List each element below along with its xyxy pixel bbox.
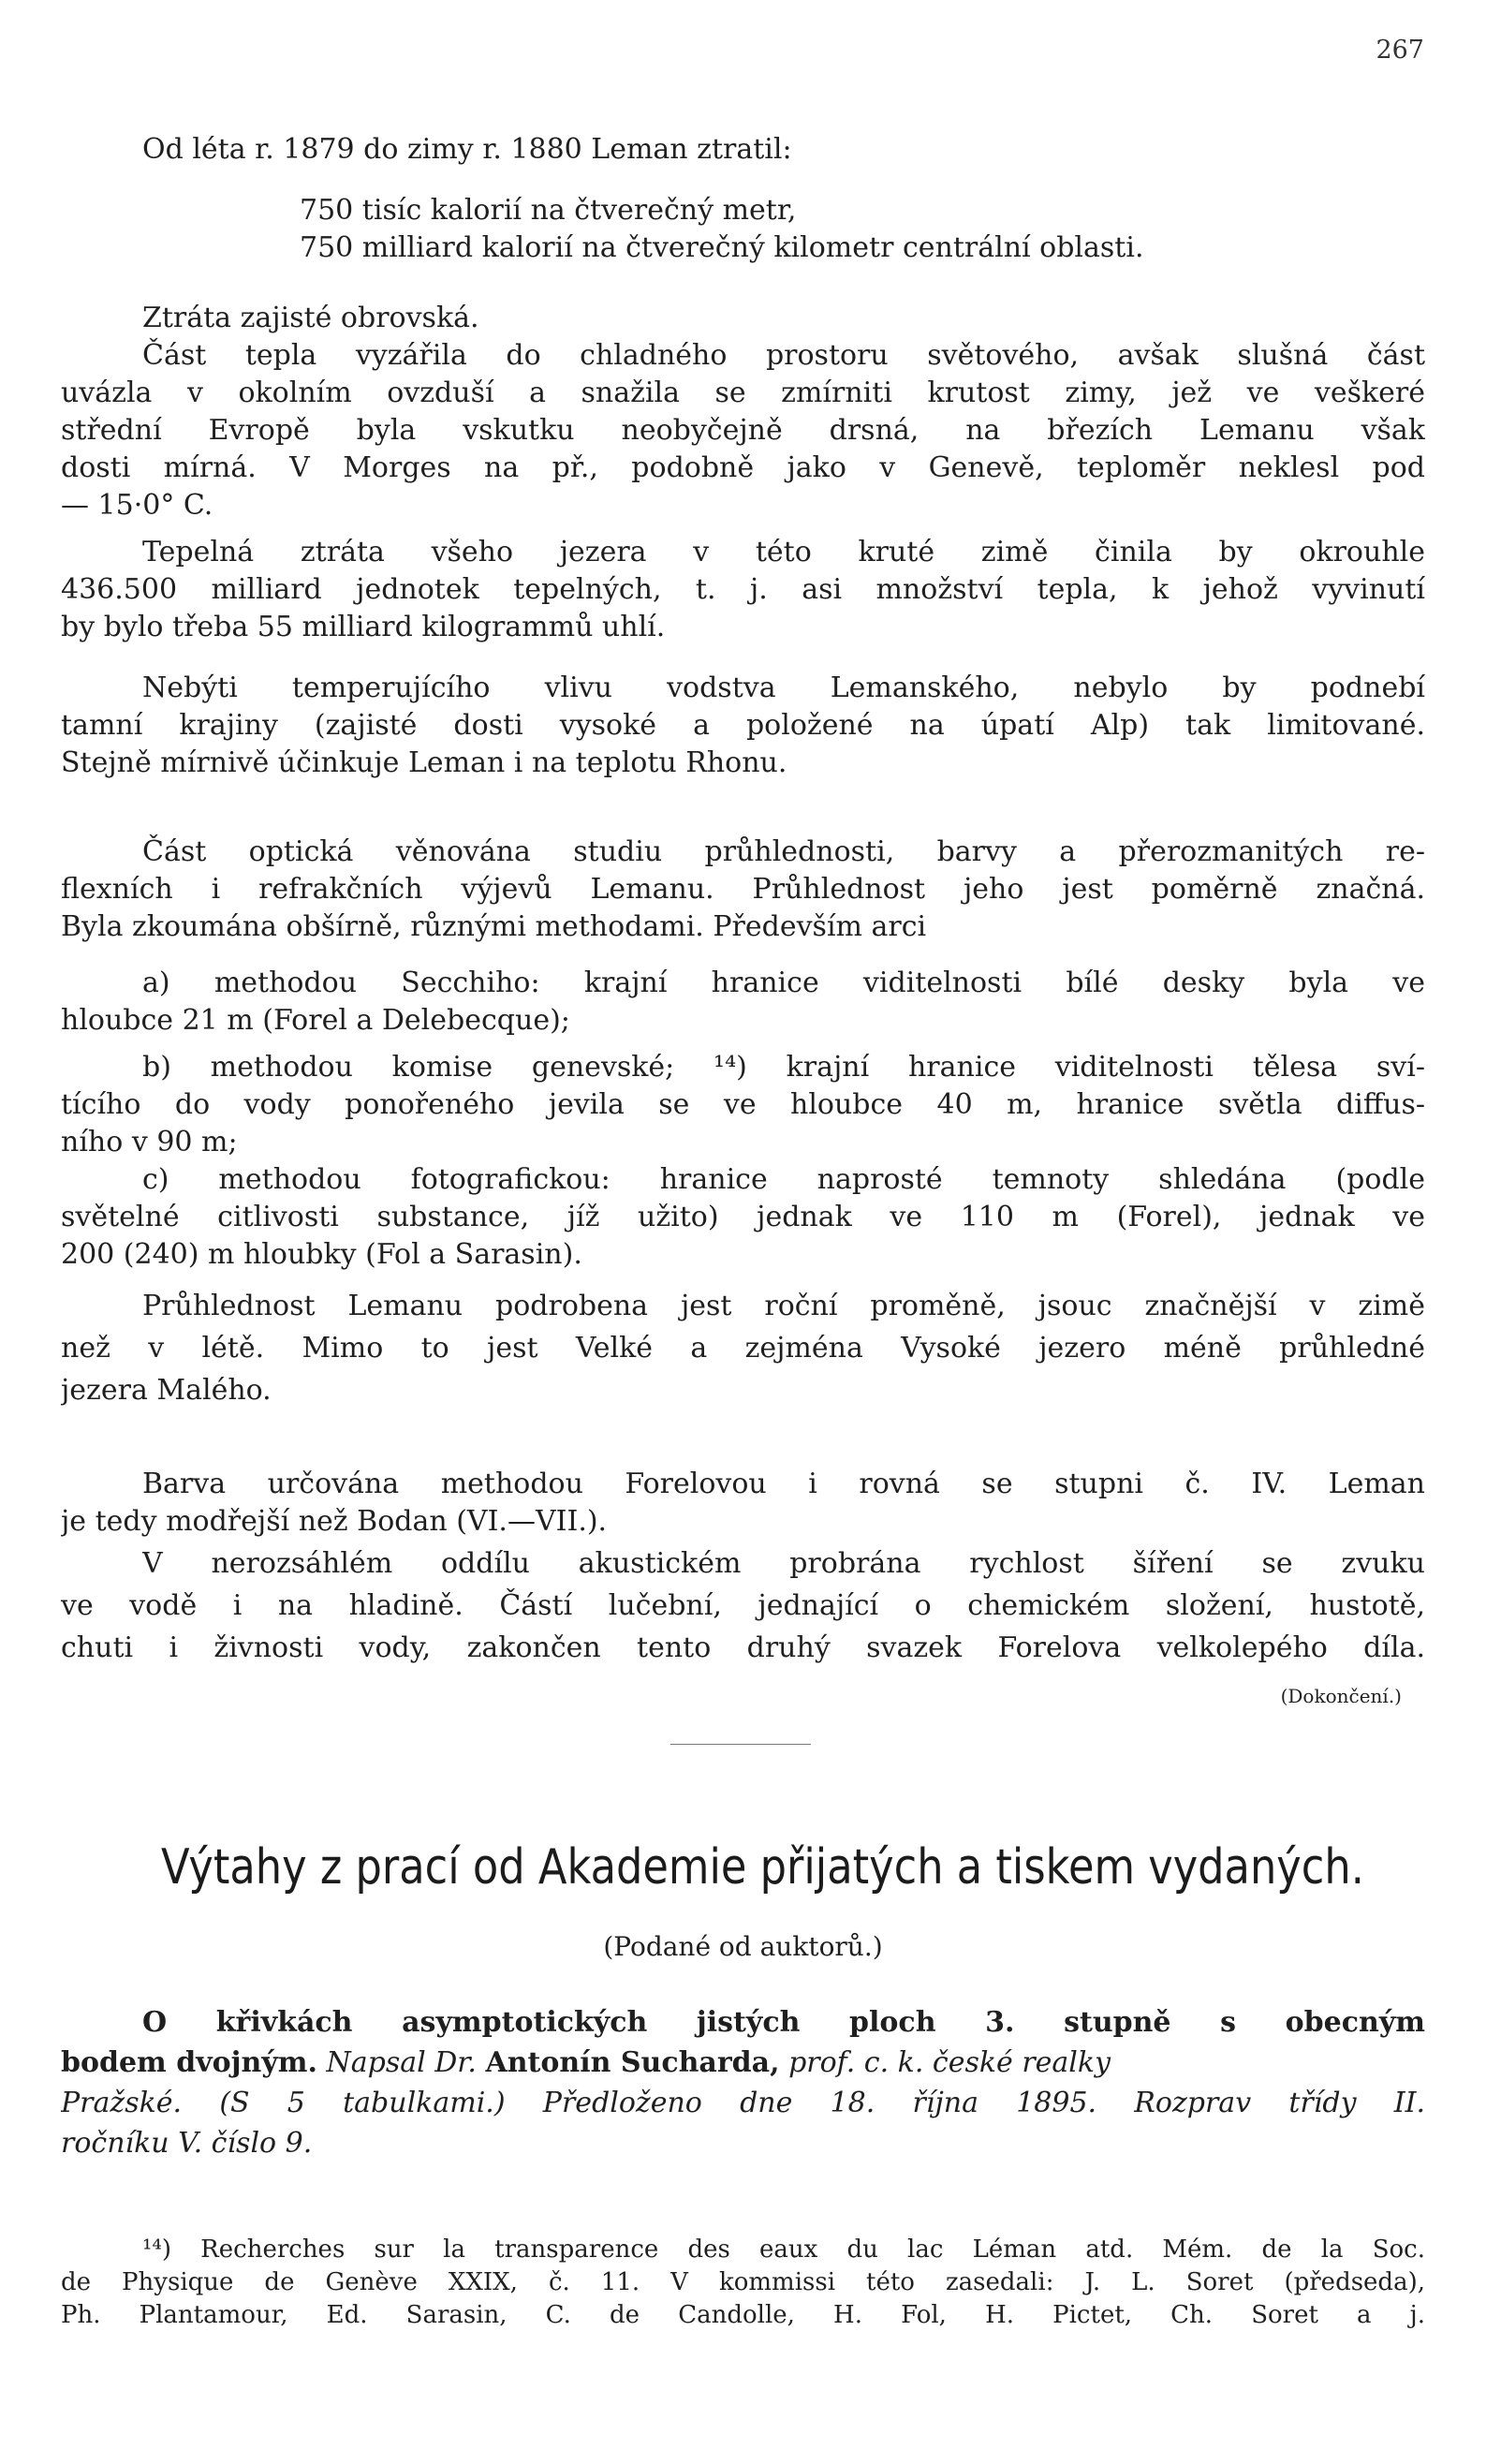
text-line: Průhlednost Lemanu podrobena jest roční proměně, jsouc značnější v zimě bbox=[142, 1290, 1425, 1322]
text-line: 200 (240) m hloubky (Fol a Sarasin). bbox=[61, 1238, 582, 1271]
entry-author-prefix: Napsal Dr. bbox=[326, 2046, 477, 2079]
text-line: Část tepla vyzářila do chladného prostoru světového, avšak slušná část bbox=[142, 339, 1425, 372]
text-line: světelné citlivosti substance, jíž užito) jednak ve 110 m (Forel), jednak ve bbox=[61, 1201, 1425, 1233]
footnote-line: Ph. Plantamour, Ed. Sarasin, C. de Candolle, H. Fol, H. Pictet, Ch. Soret a j. bbox=[61, 2301, 1425, 2329]
entry-line: ročníku V. číslo 9. bbox=[61, 2127, 313, 2160]
intro-line: Od léta r. 1879 do zimy r. 1880 Leman ztratil: bbox=[142, 133, 792, 166]
text-line: 436.500 milliard jednotek tepelných, t. j. asi množství tepla, k jehož vyvinutí bbox=[61, 573, 1425, 606]
section-title: Výtahy z prací od Akademie přijatých a tiskem vydaných. bbox=[161, 1839, 1364, 1896]
text-line: je tedy modřejší než Bodan (VI.—VII.). bbox=[61, 1505, 608, 1538]
loss-line: 750 milliard kalorií na čtverečný kilometr centrální oblasti. bbox=[300, 231, 1144, 264]
text-line: Ztráta zajisté obrovská. bbox=[142, 302, 479, 334]
text-line: uvázla v okolním ovzduší a snažila se zmírniti krutost zimy, jež ve veškeré bbox=[61, 376, 1425, 409]
text-line: dosti mírná. V Morges na př., podobně jako v Genevě, teploměr neklesl pod bbox=[61, 451, 1425, 484]
entry-affiliation: prof. c. k. české realky bbox=[788, 2046, 1111, 2079]
text-line: Byla zkoumána obšírně, různými methodami. Především arci bbox=[61, 910, 927, 943]
entry-title-line: O křivkách asymptotických jistých ploch 3. stupně s obecným bbox=[142, 2006, 1425, 2039]
text-line: a) methodou Secchiho: krajní hranice viditelnosti bílé desky byla ve bbox=[142, 966, 1425, 999]
text-line: tícího do vody ponořeného jevila se ve hloubce 40 m, hranice světla diffus- bbox=[61, 1088, 1425, 1121]
text-line: Stejně mírnivě účinkuje Leman i na teplotu Rhonu. bbox=[61, 746, 787, 779]
entry-author: Antonín Sucharda, bbox=[485, 2046, 780, 2079]
footnote-line: de Physique de Genève XXIX, č. 11. V kommissi této zasedali: J. L. Soret (předseda), bbox=[61, 2268, 1425, 2296]
footnote-line: ¹⁴) Recherches sur la transparence des eaux du lac Léman atd. Mém. de la Soc. bbox=[142, 2235, 1425, 2264]
text-line: ního v 90 m; bbox=[61, 1126, 238, 1158]
section-subtitle: (Podané od auktorů.) bbox=[603, 1931, 883, 1962]
text-line: chuti i živnosti vody, zakončen tento druhý svazek Forelova velkolepého díla. bbox=[61, 1631, 1425, 1664]
text-line: Část optická věnována studiu průhlednosti, barvy a přerozmanitých re- bbox=[142, 835, 1425, 868]
text-line: střední Evropě byla vskutku neobyčejně drsná, na březích Lemanu však bbox=[61, 414, 1425, 447]
text-line: by bylo třeba 55 milliard kilogrammů uhlí. bbox=[61, 611, 666, 643]
text-line: než v létě. Mimo to jest Velké a zejména Vysoké jezero méně průhledné bbox=[61, 1332, 1425, 1365]
entry-line bbox=[61, 2044, 1425, 2082]
separator-rule bbox=[670, 1744, 811, 1745]
text-line: hloubce 21 m (Forel a Delebecque); bbox=[61, 1004, 570, 1037]
text-line: b) methodou komise genevské; ¹⁴) krajní hranice viditelnosti tělesa sví- bbox=[142, 1051, 1425, 1084]
text-line: c) methodou fotografickou: hranice naprosté temnoty shledána (podle bbox=[142, 1163, 1425, 1196]
entry-title-end: bodem dvojným. bbox=[61, 2046, 317, 2079]
text-line: ve vodě i na hladině. Částí lučební, jednající o chemickém složení, hustotě, bbox=[61, 1589, 1425, 1622]
page-number: 267 bbox=[1376, 36, 1424, 65]
text-line: Tepelná ztráta všeho jezera v této kruté zimě činila by okrouhle bbox=[142, 536, 1425, 568]
text-line: tamní krajiny (zajisté dosti vysoké a položené na úpatí Alp) tak limitované. bbox=[61, 709, 1425, 742]
concluded-note: (Dokončení.) bbox=[1280, 1685, 1402, 1707]
loss-line: 750 tisíc kalorií na čtverečný metr, bbox=[300, 194, 797, 227]
entry-line: Pražské. (S 5 tabulkami.) Předloženo dne 18. října 1895. Rozprav třídy II. bbox=[61, 2087, 1425, 2119]
text-line: — 15·0° C. bbox=[61, 489, 213, 522]
text-line: Barva určována methodou Forelovou i rovná se stupni č. IV. Leman bbox=[142, 1468, 1425, 1500]
text-line: Nebýti temperujícího vlivu vodstva Lemanského, nebylo by podnebí bbox=[142, 671, 1425, 704]
text-line: jezera Malého. bbox=[61, 1374, 272, 1407]
text-line: V nerozsáhlém oddílu akustickém probrána rychlost šíření se zvuku bbox=[142, 1547, 1425, 1580]
text-line: flexních i refrakčních výjevů Lemanu. Průhlednost jeho jest poměrně značná. bbox=[61, 873, 1425, 906]
